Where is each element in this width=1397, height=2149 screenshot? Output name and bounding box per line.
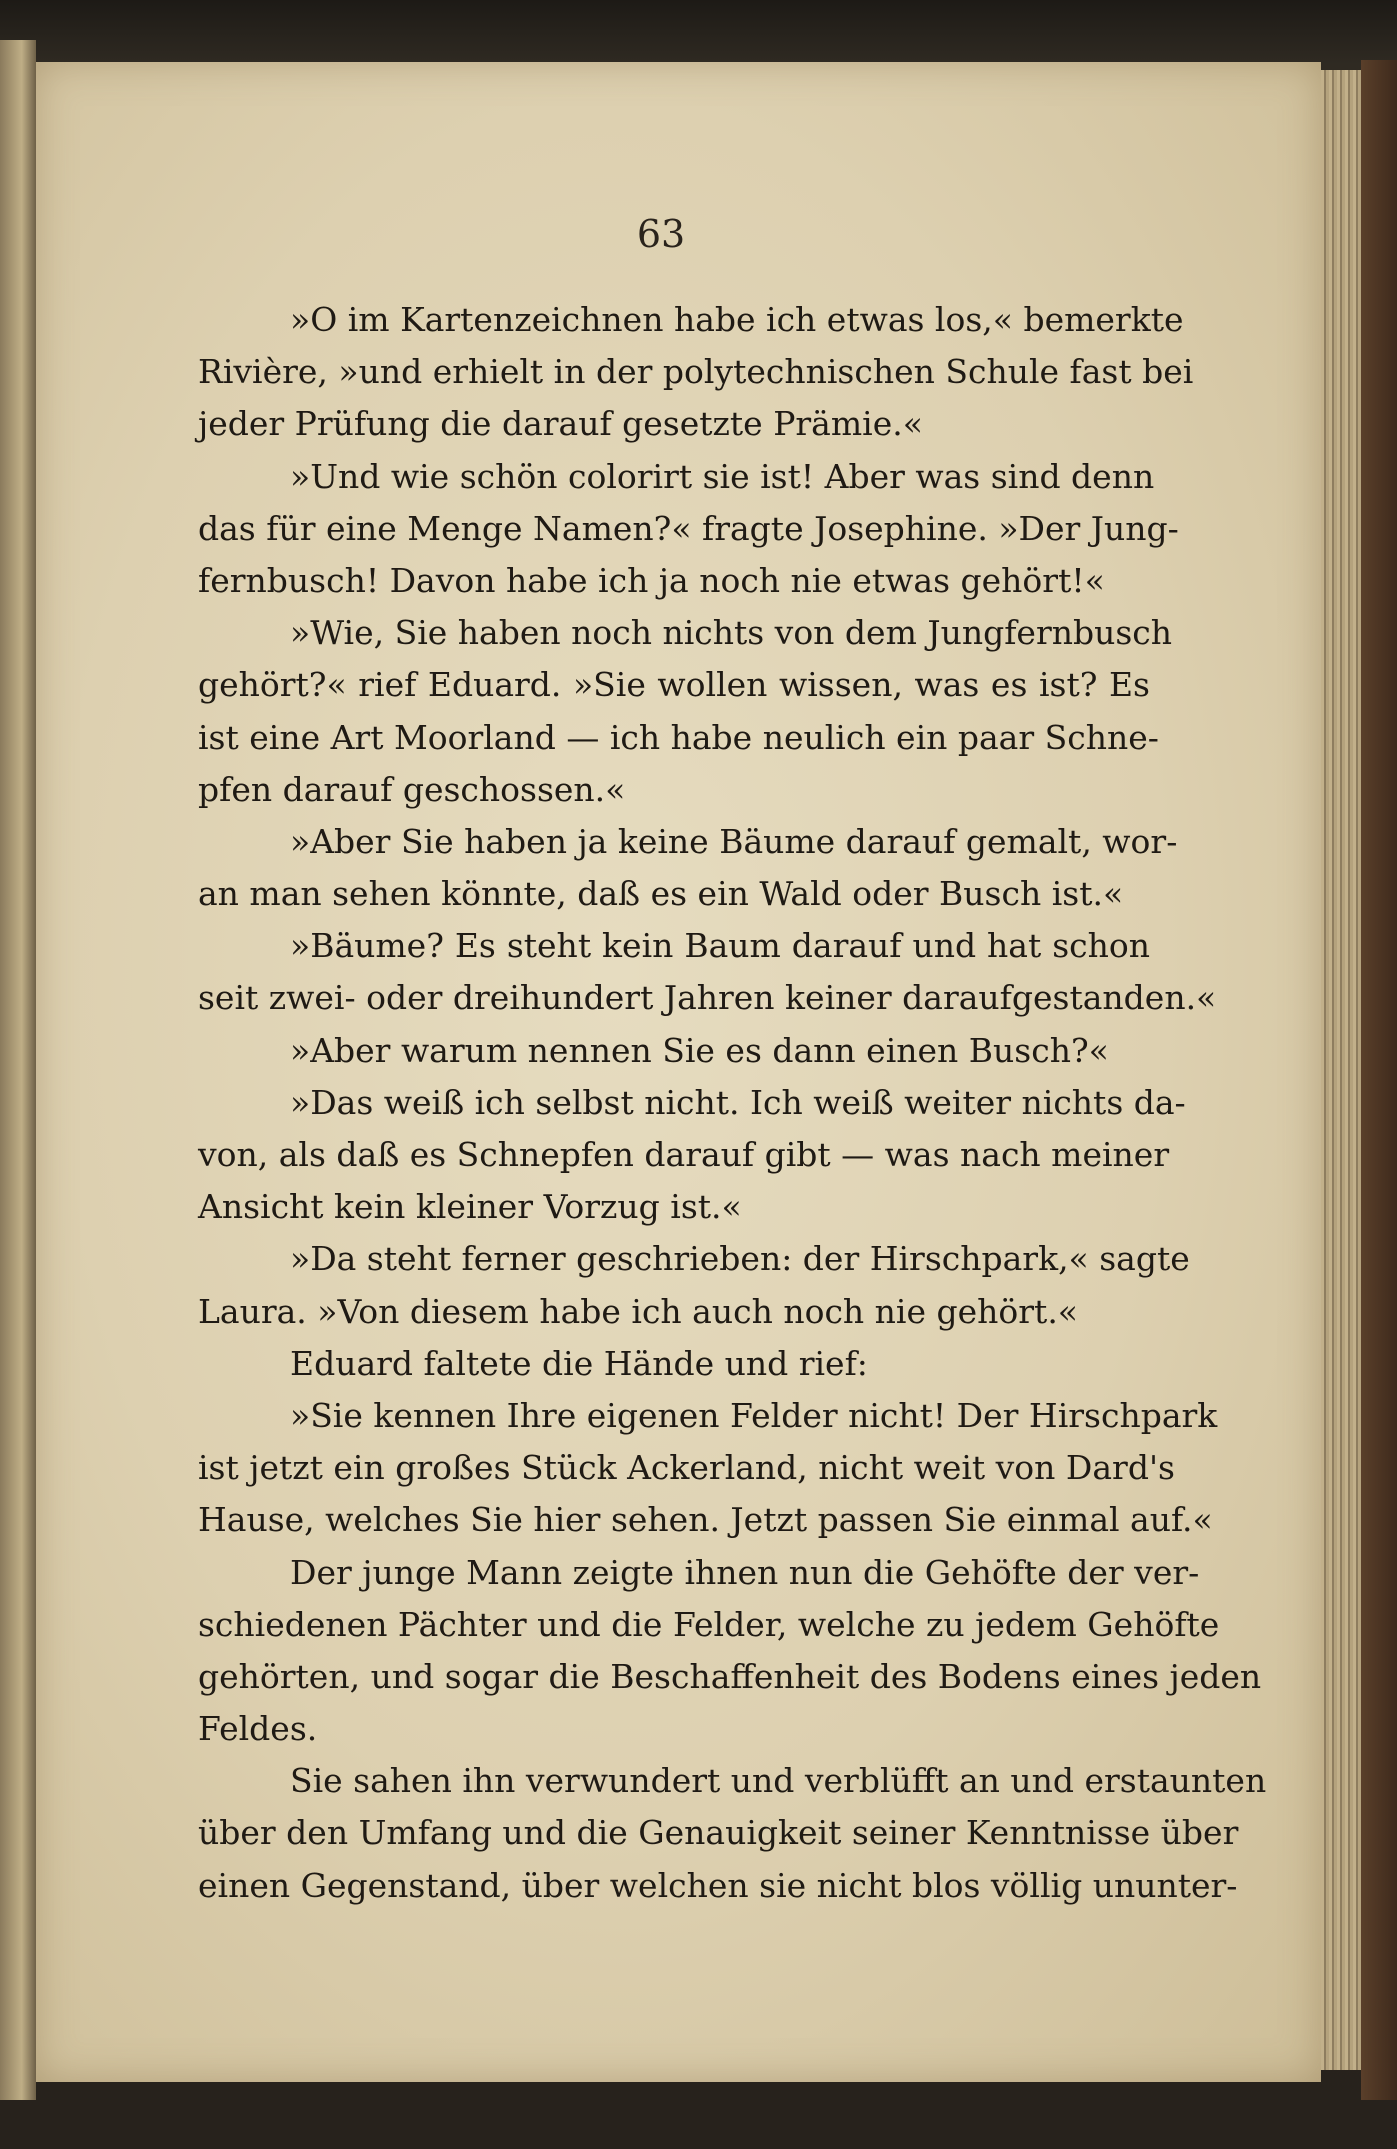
text-line: »Und wie schön colorirt sie ist! Aber was sind denn: [290, 456, 1155, 496]
text-line: gehört?« rief Eduard. »Sie wollen wissen, was es ist? Es: [198, 665, 1150, 705]
text-line: jeder Prüfung die darauf gesetzte Prämie.«: [198, 404, 923, 444]
text-line: schiedenen Pächter und die Felder, welche zu jedem Gehöfte: [198, 1604, 1220, 1644]
text-line: fernbusch! Davon habe ich ja noch nie etwas gehört!«: [198, 560, 1105, 600]
text-line: »Das weiß ich selbst nicht. Ich weiß weiter nichts da-: [290, 1082, 1186, 1122]
text-line: »Aber warum nennen Sie es dann einen Busch?«: [290, 1030, 1109, 1070]
text-line: Hause, welches Sie hier sehen. Jetzt passen Sie einmal auf.«: [198, 1500, 1213, 1540]
text-line: »Da steht ferner geschrieben: der Hirschpark,« sagte: [290, 1239, 1190, 1279]
text-line: von, als daß es Schnepfen darauf gibt — was nach meiner: [198, 1135, 1170, 1174]
text-line: »Wie, Sie haben noch nichts von dem Jungfernbusch: [290, 613, 1173, 653]
book-cover-edge: [1361, 60, 1397, 2100]
facing-page-edge: [0, 40, 36, 2100]
text-line: Laura. »Von diesem habe ich auch noch nie gehört.«: [198, 1291, 1078, 1331]
text-line: ist jetzt ein großes Stück Ackerland, nicht weit von Dard's: [198, 1448, 1175, 1488]
text-line: das für eine Menge Namen?« fragte Josephine. »Der Jung-: [198, 508, 1179, 548]
text-line: Sie sahen ihn verwundert und verblüfft an und erstaunten: [290, 1761, 1267, 1801]
page-stack-edge: [1321, 70, 1361, 2070]
text-line: Rivière, »und erhielt in der polytechnischen Schule fast bei: [198, 352, 1194, 392]
text-line: ist eine Art Moorland — ich habe neulich ein paar Schne-: [198, 717, 1159, 757]
text-line: einen Gegenstand, über welchen sie nicht blos völlig ununter-: [198, 1865, 1238, 1905]
text-line: seit zwei- oder dreihundert Jahren keiner daraufgestanden.«: [198, 978, 1217, 1018]
text-line: pfen darauf geschossen.«: [198, 769, 626, 809]
text-line: Der junge Mann zeigte ihnen nun die Gehöfte der ver-: [290, 1552, 1200, 1592]
text-line: Eduard faltete die Hände und rief:: [290, 1343, 868, 1383]
page-number: 63: [636, 212, 686, 256]
page-text: [198, 294, 1267, 1912]
text-line: »Aber Sie haben ja keine Bäume darauf gemalt, wor-: [290, 821, 1178, 861]
text-line: über den Umfang und die Genauigkeit seiner Kenntnisse über: [198, 1813, 1239, 1853]
text-line: Feldes.: [198, 1709, 318, 1749]
text-line: Ansicht kein kleiner Vorzug ist.«: [198, 1187, 742, 1227]
text-line: »Bäume? Es steht kein Baum darauf und hat schon: [290, 926, 1150, 966]
book-page: [36, 62, 1321, 2082]
text-line: »Sie kennen Ihre eigenen Felder nicht! Der Hirschpark: [290, 1395, 1218, 1435]
text-line: »O im Kartenzeichnen habe ich etwas los,« bemerkte: [290, 300, 1184, 339]
text-line: gehörten, und sogar die Beschaffenheit des Bodens eines jeden: [198, 1656, 1262, 1696]
text-line: an man sehen könnte, daß es ein Wald oder Busch ist.«: [198, 874, 1124, 914]
